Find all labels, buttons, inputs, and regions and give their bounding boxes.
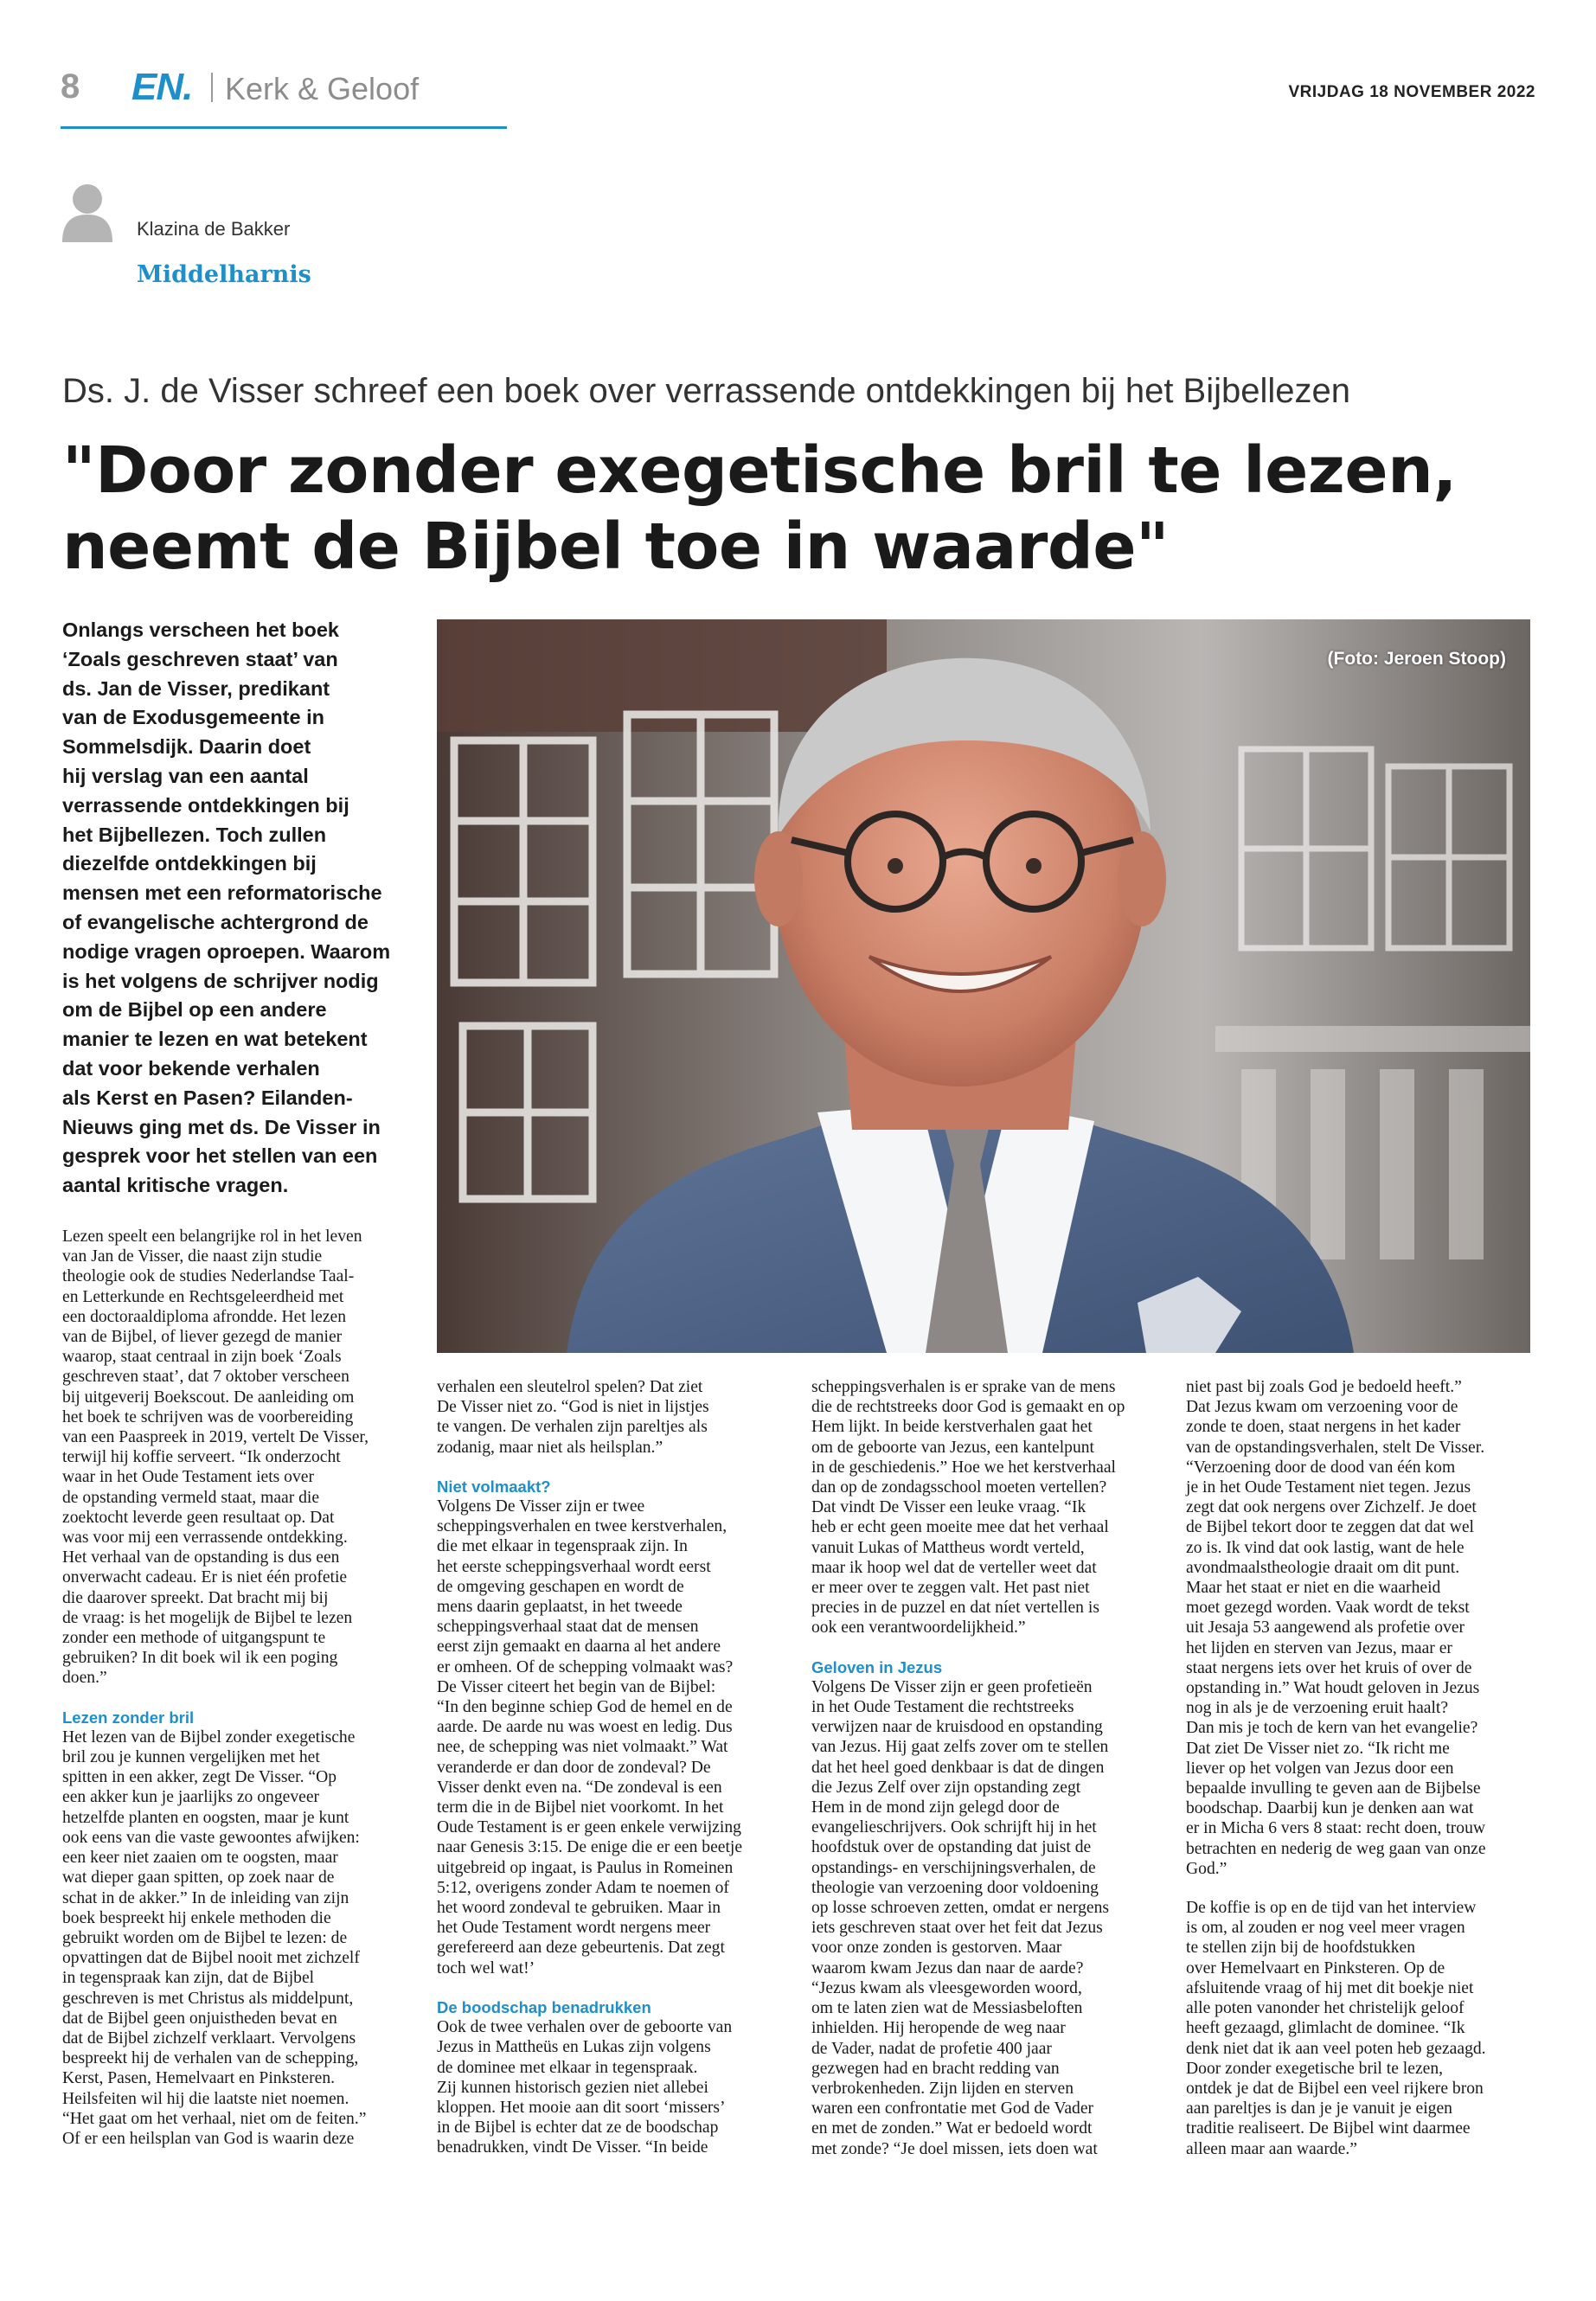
body-line: term die in de Bijbel niet voorkomt. In het xyxy=(437,1798,724,1817)
body-line: “Verzoening door de dood van één kom xyxy=(1186,1458,1456,1477)
photo-credit: (Foto: Jeroen Stoop) xyxy=(1327,649,1506,669)
body-line: iets geschreven staat over het feit dat Jezus xyxy=(811,1919,1103,1938)
body-line: nee, de schepping was niet volmaakt.” Wat xyxy=(437,1738,728,1757)
intro-line: manier te lezen en wat betekent xyxy=(62,1028,368,1051)
body-line: in de geschiedenis.” Hoe we het kerstverhaal xyxy=(811,1458,1116,1477)
body-line: traditie realiseert. De Bijbel wint daarmee xyxy=(1186,2119,1471,2138)
body-line: op losse schroeven zetten, omdat er nergens xyxy=(811,1899,1110,1918)
body-line: de Vader, nadat de profetie 400 jaar xyxy=(811,2039,1052,2058)
body-line: zoektocht leverde geen resultaat op. Dat xyxy=(62,1508,335,1527)
body-line: dat het heel goed denkbaar is dat de dingen xyxy=(811,1758,1105,1777)
portrait-illustration xyxy=(437,619,1530,1353)
body-line: staat nergens iets over het kruis of over de xyxy=(1186,1658,1472,1677)
body-line: uitgebreid op ingaat, is Paulus in Romeinen xyxy=(437,1858,734,1877)
body-line: van een Paaspreek in 2019, vertelt De Visser, xyxy=(62,1428,369,1447)
body-line: de Bijbel tekort door te zeggen dat dat wel xyxy=(1186,1518,1474,1537)
body-line: van de opstandingsverhalen, stelt De Visser. xyxy=(1186,1438,1485,1457)
body-line: zo is. Ik vind dat ook lastig, want de hele xyxy=(1186,1538,1465,1557)
body-line: aan pareltjes is dan je je vanuit je eigen xyxy=(1186,2099,1452,2118)
body-line: de vraag: is het mogelijk de Bijbel te lezen xyxy=(62,1608,353,1627)
body-line: scheppingsverhalen en twee kerstverhalen, xyxy=(437,1517,727,1536)
intro-line: het Bijbellezen. Toch zullen xyxy=(62,823,327,846)
body-line: is om, al zouden er nog veel meer vragen xyxy=(1186,1919,1465,1938)
body-line: Dan mis je toch de kern van het evangelie? xyxy=(1186,1719,1478,1738)
intro-line: ‘Zoals geschreven staat’ van xyxy=(62,647,338,670)
body-line: doen.” xyxy=(62,1669,107,1688)
body-line: Oude Testament is er geen enkele verwijzing xyxy=(437,1818,741,1837)
article-intro xyxy=(62,616,417,1201)
body-line: denk niet dat ik aan veel poten heb gezaagd. xyxy=(1186,2039,1486,2058)
body-line: Dat ziet De Visser niet zo. “Ik richt me xyxy=(1186,1739,1450,1758)
article-photo[interactable] xyxy=(437,619,1530,1353)
body-line: Lezen speelt een belangrijke rol in het leven xyxy=(62,1227,362,1246)
body-line: te stellen zijn bij de hoofdstukken xyxy=(1186,1939,1416,1958)
body-line: Zij kunnen historisch gezien niet allebei xyxy=(437,2078,708,2097)
body-line: zonder een methode of uitgangspunt te xyxy=(62,1629,326,1648)
body-line: heb er echt geen moeite mee dat het verhaal xyxy=(811,1518,1109,1537)
body-line: in tegenspraak kan zijn, dat de Bijbel xyxy=(62,1969,315,1988)
body-line: benadrukken, vindt De Visser. “In beide xyxy=(437,2138,708,2157)
body-line: over Hemelvaart en Pinksteren. Op de xyxy=(1186,1958,1445,1977)
body-line: boek bespreekt hij enkele methoden die xyxy=(62,1908,331,1927)
author-avatar-icon xyxy=(61,182,114,242)
body-line: ook een verantwoordelijkheid.” xyxy=(811,1618,1026,1638)
body-line: bij uitgeverij Boekscout. De aanleiding om xyxy=(62,1388,355,1407)
intro-line: Sommelsdijk. Daarin doet xyxy=(62,735,311,759)
body-line: Visser denkt even na. “De zondeval is een xyxy=(437,1778,722,1797)
intro-line: dat voor bekende verhalen xyxy=(62,1056,320,1080)
body-line: alleen maar aan waarde.” xyxy=(1186,2139,1357,2158)
body-line: een doctoraaldiploma afrondde. Het lezen xyxy=(62,1307,347,1326)
body-line: je in het Oude Testament niet tegen. Jezus xyxy=(1186,1478,1471,1497)
intro-line: gesprek voor het stellen van een xyxy=(62,1144,378,1168)
body-line: precies in de puzzel en dat níet vertellen is xyxy=(811,1599,1099,1618)
body-line: kloppen. Het mooie aan dit soort ‘missers’ xyxy=(437,2098,726,2117)
body-line: spitten in een akker, zegt De Visser. “Op xyxy=(62,1768,337,1787)
body-line: de opstanding vermeld staat, maar die xyxy=(62,1488,320,1507)
body-line: inhielden. Hij heropende de weg naar xyxy=(811,2019,1066,2038)
body-line: waar in het Oude Testament iets over xyxy=(62,1468,314,1487)
headline-line: neemt de Bijbel toe in waarde" xyxy=(62,510,1170,584)
body-line: De Visser niet zo. “God is niet in lijstjes xyxy=(437,1398,709,1417)
body-line: waren een confrontatie met God de Vader xyxy=(811,2099,1094,2118)
body-line: moet gezegd worden. Vaak wordt de tekst xyxy=(1186,1599,1470,1618)
publication-date: VRIJDAG 18 NOVEMBER 2022 xyxy=(1288,83,1535,101)
page-number: 8 xyxy=(61,67,80,106)
body-line: de dominee met elkaar in tegenspraak. xyxy=(437,2058,698,2077)
body-line: hoofdstuk over de opstanding dat juist de xyxy=(811,1838,1092,1857)
intro-line: Onlangs verscheen het boek xyxy=(62,619,339,641)
body-line: ontdek je dat de Bijbel een veel rijkere bron xyxy=(1186,2079,1484,2098)
body-line: “Het gaat om het verhaal, niet om de feiten.” xyxy=(62,2109,367,2128)
body-line: van Jan de Visser, die naast zijn studie xyxy=(62,1247,323,1266)
body-line: een keer niet zaaien om te oogsten, maar xyxy=(62,1849,338,1868)
body-line: gerefereerd aan deze gebeurtenis. Dat zegt xyxy=(437,1939,725,1958)
body-line: in het Oude Testament die rechtstreeks xyxy=(811,1698,1074,1717)
article-column-4 xyxy=(1186,1377,1530,2159)
body-line: Ook de twee verhalen over de geboorte van xyxy=(437,2018,733,2037)
body-line: evangelieschrijvers. Ook schrijft hij in het xyxy=(811,1818,1097,1837)
body-line: Heilsfeiten wil hij die laatste niet noemen. xyxy=(62,2089,349,2108)
subheading: Niet volmaakt? xyxy=(437,1477,551,1496)
body-line: theologie van verzoening door voldoening xyxy=(811,1878,1099,1897)
subheading: De boodschap benadrukken xyxy=(437,1997,651,2016)
intro-line: als Kerst en Pasen? Eilanden- xyxy=(62,1086,353,1109)
intro-line: aantal kritische vragen. xyxy=(62,1174,289,1197)
subheading: Geloven in Jezus xyxy=(811,1657,943,1676)
body-line: ook eens van die vaste gewoontes afwijken: xyxy=(62,1828,360,1847)
body-line: was voor mij een verrassende ontdekking. xyxy=(62,1529,348,1548)
body-line: bespreekt hij de verhalen van de schepping, xyxy=(62,2049,359,2068)
body-line: er meer over te zeggen valt. Het past niet xyxy=(811,1579,1090,1598)
intro-line: is het volgens de schrijver nodig xyxy=(62,969,379,992)
body-line: schat in de akker.” In de inleiding van zijn xyxy=(62,1888,349,1907)
body-line: het woord zondeval te gebruiken. Maar in xyxy=(437,1899,721,1918)
body-line: gebruikt worden om de Bijbel te lezen: de xyxy=(62,1928,348,1947)
article-headline xyxy=(62,433,1533,585)
body-line: Hem in de mond zijn gelegd door de xyxy=(811,1798,1060,1817)
body-line: van de Bijbel, of liever gezegd de manier xyxy=(62,1328,343,1347)
body-line: Jezus in Mattheüs en Lukas zijn volgens xyxy=(437,2038,711,2057)
body-line: eerst zijn gemaakt en daarna al het andere xyxy=(437,1638,721,1657)
body-line: theologie ook de studies Nederlandse Taal- xyxy=(62,1267,355,1286)
header-rule xyxy=(61,126,507,129)
body-line: avondmaalstheologie draait om dit punt. xyxy=(1186,1558,1460,1577)
body-line: er in Micha 6 vers 8 staat: recht doen, trouw xyxy=(1186,1819,1486,1838)
intro-line: Nieuws ging met ds. De Visser in xyxy=(62,1115,381,1138)
intro-line: diezelfde ontdekkingen bij xyxy=(62,852,317,875)
body-line: verbrokenheden. Zijn lijden en sterven xyxy=(811,2079,1074,2098)
body-line: toch wel wat!’ xyxy=(437,1958,535,1977)
body-line: alle poten vanonder het christelijk geloof xyxy=(1186,1999,1465,2018)
body-line: het Oude Testament wordt nergens meer xyxy=(437,1919,711,1938)
body-line: 5:12, overigens zonder Adam te noemen of xyxy=(437,1878,729,1897)
section-title[interactable]: Kerk & Geloof xyxy=(225,71,420,106)
body-line: zodanig, maar niet als heilsplan.” xyxy=(437,1438,663,1457)
intro-line: nodige vragen oproepen. Waarom xyxy=(62,939,391,963)
intro-line: mensen met een reformatorische xyxy=(62,881,382,905)
body-line: waarom kwam Jezus dan naar de aarde? xyxy=(811,1958,1084,1977)
article-column-1 xyxy=(62,1227,420,2149)
author-name: Klazina de Bakker xyxy=(137,218,291,240)
body-line: veranderde er dan door de zondeval? De xyxy=(437,1758,711,1777)
body-line: het boek te schrijven was de voorbereiding xyxy=(62,1407,354,1426)
article-kicker: Ds. J. de Visser schreef een boek over verrassende ontdekkingen bij het Bijbellezen xyxy=(62,372,1351,410)
body-line: geschreven is met Christus als middelpunt, xyxy=(62,1989,354,2008)
body-line: dat de Bijbel geen onjuistheden bevat en xyxy=(62,2009,337,2028)
body-line: God.” xyxy=(1186,1859,1227,1878)
body-line: heeft gezaagd, glimlacht de dominee. “Ik xyxy=(1186,2019,1465,2038)
body-line: nog in als je de verzoening eruit haalt? xyxy=(1186,1699,1449,1718)
body-line: die daarover spreekt. Dat bracht mij bij xyxy=(62,1588,329,1607)
subheading: Lezen zonder bril xyxy=(62,1708,195,1727)
body-line: “In den beginne schiep God de hemel en de xyxy=(437,1698,733,1717)
newspaper-logo[interactable]: EN. xyxy=(131,66,193,108)
body-line: in de Bijbel is echter dat ze de boodschap xyxy=(437,2118,719,2138)
body-line: scheppingsverhalen is er sprake van de mens xyxy=(811,1378,1116,1396)
body-line: wat dieper gaan spitten, op zoek naar de xyxy=(62,1868,335,1888)
body-line: afsluitende vraag of hij met dit boekje niet xyxy=(1186,1978,1474,1997)
body-line: zegt dat ook nergens over Zichzelf. Je doet xyxy=(1186,1498,1477,1517)
article-column-3 xyxy=(811,1377,1156,2159)
intro-line: verrassende ontdekkingen bij xyxy=(62,793,349,817)
body-line: vanuit Lukas of Mattheus wordt verteld, xyxy=(811,1538,1085,1557)
body-line: waarop, staat centraal in zijn boek ‘Zoals xyxy=(62,1348,342,1367)
dateline-location: Middelharnis xyxy=(137,261,311,288)
body-line: verwijzen naar de kruisdood en opstanding xyxy=(811,1718,1103,1737)
body-line: gebruiken? In dit boek wil ik een poging xyxy=(62,1649,338,1668)
body-line: bril zou je kunnen vergelijken met het xyxy=(62,1748,320,1767)
body-line: Door zonder exegetische bril te lezen, xyxy=(1186,2059,1444,2078)
body-line: De koffie is op en de tijd van het interview xyxy=(1186,1899,1477,1918)
body-line: uit Jesaja 53 aangewend als profetie over xyxy=(1186,1618,1465,1638)
body-line: mens daarin geplaatst, in het tweede xyxy=(437,1598,683,1617)
body-line: en met de zonden.” Wat er bedoeld wordt xyxy=(811,2119,1093,2138)
body-line: die met elkaar in tegenspraak zijn. In xyxy=(437,1537,688,1556)
intro-line: om de Bijbel op een andere xyxy=(62,998,327,1022)
body-line: dat de Bijbel zichzelf verklaart. Vervolgens xyxy=(62,2029,356,2048)
body-line: terwijl hij koffie serveert. “Ik onderzocht xyxy=(62,1448,341,1467)
body-line: die Jezus Zelf over zijn opstanding zegt xyxy=(811,1778,1081,1797)
body-line: verhalen een sleutelrol spelen? Dat ziet xyxy=(437,1378,703,1396)
body-line: naar Genesis 3:15. De enige die er een beetje xyxy=(437,1838,743,1857)
body-line: scheppingsverhaal staat dat de mensen xyxy=(437,1618,699,1637)
body-line: hetzelfde planten en oogsten, maar je kunt xyxy=(62,1808,349,1827)
body-line: dan op de zondagsschool moeten vertellen? xyxy=(811,1478,1107,1497)
body-line: Het verhaal van de opstanding is dus een xyxy=(62,1548,340,1567)
body-line: liever op het volgen van Jezus door een xyxy=(1186,1759,1454,1778)
body-line: er omheen. Of de schepping volmaakt was? xyxy=(437,1657,734,1676)
body-line: voor onze zonden is gestorven. Maar xyxy=(811,1939,1062,1958)
body-line: om de geboorte van Jezus, een kantelpunt xyxy=(811,1438,1094,1457)
intro-line: ds. Jan de Visser, predikant xyxy=(62,676,330,700)
body-line: en Letterkunde en Rechtsgeleerdheid met xyxy=(62,1287,344,1306)
body-line: zonde te doen, staat nergens in het kader xyxy=(1186,1418,1461,1437)
body-line: een akker kun je jaarlijks zo ongeveer xyxy=(62,1788,320,1807)
body-line: betrachten en nederig de weg gaan van onze xyxy=(1186,1839,1486,1858)
body-line: maar ik hoop wel dat de verteller weet dat xyxy=(811,1558,1097,1577)
body-line: Hem lijkt. In beide kerstverhalen gaat het xyxy=(811,1418,1093,1437)
header-divider xyxy=(211,73,213,102)
body-line: het lijden en sterven van Jezus, maar er xyxy=(1186,1638,1452,1657)
body-line: met zonde? “Je doel missen, iets doen wat xyxy=(811,2139,1098,2158)
intro-line: of evangelische achtergrond de xyxy=(62,910,369,933)
body-line: gezwegen had en bracht redding van xyxy=(811,2059,1060,2078)
body-line: het eerste scheppingsverhaal wordt eerst xyxy=(437,1557,711,1576)
article-column-2 xyxy=(437,1377,781,2158)
body-line: de omgeving geschapen en wordt de xyxy=(437,1577,684,1596)
body-line: Dat vindt De Visser een leuke vraag. “Ik xyxy=(811,1498,1086,1517)
intro-line: van de Exodusgemeente in xyxy=(62,706,324,729)
body-line: Volgens De Visser zijn er geen profetieën xyxy=(811,1677,1093,1696)
body-line: opstandings- en verschijningsverhalen, de xyxy=(811,1858,1096,1877)
body-line: geschreven staat’, dat 7 oktober verscheen xyxy=(62,1368,349,1387)
intro-line: hij verslag van een aantal xyxy=(62,764,309,787)
body-line: opvattingen dat de Bijbel nooit met zichzelf xyxy=(62,1949,360,1968)
body-line: niet past bij zoals God je bedoeld heeft.” xyxy=(1186,1378,1462,1396)
body-line: te vangen. De verhalen zijn pareltjes als xyxy=(437,1418,708,1437)
body-line: boodschap. Daarbij kun je denken aan wat xyxy=(1186,1799,1474,1818)
body-line: opstanding in.” Wat houdt geloven in Jezus xyxy=(1186,1679,1480,1698)
body-line: die de rechtstreeks door God is gemaakt en op xyxy=(811,1398,1125,1417)
body-line: Of er een heilsplan van God is waarin deze xyxy=(62,2129,355,2148)
body-line: De Visser citeert het begin van de Bijbel: xyxy=(437,1677,716,1696)
headline-line: "Door zonder exegetische bril te lezen, xyxy=(62,433,1457,508)
body-line: Volgens De Visser zijn er twee xyxy=(437,1497,645,1516)
body-line: bepaalde invulling te geven aan de Bijbelse xyxy=(1186,1779,1481,1798)
body-line: Maar het staat er niet en die waarheid xyxy=(1186,1579,1441,1598)
body-line: Kerst, Pasen, Hemelvaart en Pinksteren. xyxy=(62,2069,336,2088)
body-line: van Jezus. Hij gaat zelfs zover om te stellen xyxy=(811,1738,1109,1757)
body-line: Het lezen van de Bijbel zonder exegetische xyxy=(62,1727,356,1747)
body-line: aarde. De aarde nu was woest en ledig. Dus xyxy=(437,1718,733,1737)
body-line: “Jezus kwam als vleesgeworden woord, xyxy=(811,1978,1082,1997)
body-line: Dat Jezus kwam om verzoening voor de xyxy=(1186,1398,1458,1417)
body-line: onverwacht cadeau. Er is niet één profetie xyxy=(62,1568,348,1587)
body-line: om te laten zien wat de Messiasbeloften xyxy=(811,1999,1083,2018)
